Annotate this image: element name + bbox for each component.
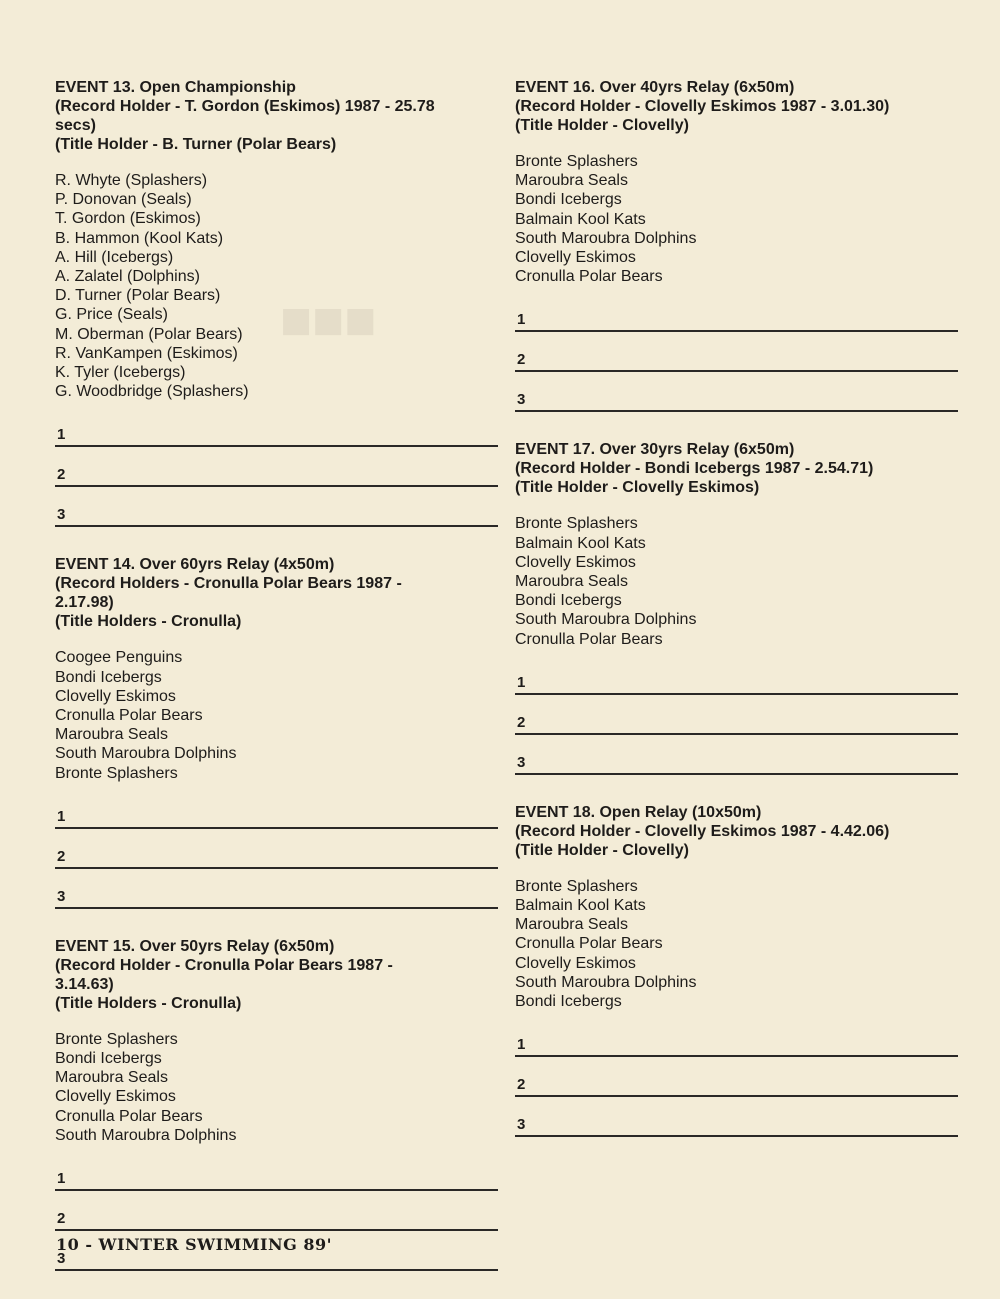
entrant: South Maroubra Dolphins bbox=[515, 611, 697, 629]
entrant: Clovelly Eskimos bbox=[55, 1088, 176, 1106]
entrant-list bbox=[515, 514, 958, 648]
event-heading-line: (Title Holders - Cronulla) bbox=[55, 994, 242, 1012]
place-number: 3 bbox=[57, 887, 66, 905]
placing-lines bbox=[55, 789, 498, 909]
entrant: South Maroubra Dolphins bbox=[515, 229, 697, 247]
place-line bbox=[55, 447, 498, 487]
place-line bbox=[515, 292, 958, 332]
event-heading-line: 3.14.63) bbox=[55, 975, 114, 993]
place-number: 2 bbox=[57, 847, 66, 865]
event-block bbox=[515, 803, 958, 1137]
entrant: Cronulla Polar Bears bbox=[515, 630, 663, 648]
event-spacer bbox=[515, 412, 958, 440]
entrant-list bbox=[55, 1030, 498, 1145]
place-number: 2 bbox=[57, 1210, 66, 1228]
entrant: Bondi Icebergs bbox=[515, 993, 622, 1011]
entrant: Bronte Splashers bbox=[55, 1030, 178, 1048]
entrant: B. Hammon (Kool Kats) bbox=[55, 229, 224, 247]
entrant-list bbox=[55, 648, 498, 782]
event-block bbox=[55, 555, 498, 908]
event-heading-line: (Title Holder - Clovelly Eskimos) bbox=[515, 479, 760, 497]
place-line bbox=[55, 829, 498, 869]
entrant: South Maroubra Dolphins bbox=[55, 745, 237, 763]
place-number: 3 bbox=[57, 1250, 66, 1268]
place-line bbox=[55, 1191, 498, 1231]
event-heading-line: (Record Holder - Clovelly Eskimos 1987 - 3.01.30) bbox=[515, 98, 890, 115]
place-line bbox=[55, 407, 498, 447]
event-heading-line: EVENT 16. Over 40yrs Relay (6x50m) bbox=[515, 79, 795, 96]
place-line bbox=[55, 869, 498, 909]
place-number: 3 bbox=[517, 753, 526, 771]
place-number: 2 bbox=[57, 466, 66, 484]
bleed-through-decoration: ■■■ bbox=[280, 300, 377, 340]
event-block bbox=[515, 78, 958, 412]
placing-lines bbox=[55, 407, 498, 527]
place-number: 1 bbox=[517, 673, 526, 691]
place-number: 2 bbox=[517, 1076, 526, 1094]
place-line bbox=[515, 332, 958, 372]
entrant: Clovelly Eskimos bbox=[515, 954, 636, 972]
entrant: G. Woodbridge (Splashers) bbox=[55, 383, 249, 401]
place-line bbox=[515, 1097, 958, 1137]
placing-lines bbox=[515, 655, 958, 775]
entrant: Bronte Splashers bbox=[55, 764, 178, 782]
page-footer: 10 - WINTER SWIMMING 89' bbox=[56, 1235, 333, 1254]
place-line bbox=[515, 735, 958, 775]
place-number: 1 bbox=[517, 1036, 526, 1054]
place-number: 2 bbox=[517, 713, 526, 731]
event-heading bbox=[55, 78, 498, 154]
event-heading-line: (Title Holders - Cronulla) bbox=[55, 613, 242, 631]
entrant: M. Oberman (Polar Bears) bbox=[55, 325, 243, 343]
entrant: G. Price (Seals) bbox=[55, 306, 168, 324]
place-line bbox=[515, 1057, 958, 1097]
event-spacer bbox=[55, 527, 498, 555]
event-heading-line: EVENT 14. Over 60yrs Relay (4x50m) bbox=[55, 556, 335, 574]
right-column bbox=[515, 78, 958, 1137]
event-heading-line: (Title Holder - Clovelly) bbox=[515, 117, 689, 134]
event-heading-line: EVENT 15. Over 50yrs Relay (6x50m) bbox=[55, 937, 335, 955]
entrant: Cronulla Polar Bears bbox=[515, 268, 663, 286]
entrant: Maroubra Seals bbox=[515, 573, 628, 591]
entrant: Clovelly Eskimos bbox=[55, 687, 176, 705]
entrant: T. Gordon (Eskimos) bbox=[55, 210, 201, 228]
entrant: P. Donovan (Seals) bbox=[55, 191, 192, 209]
event-heading-line: (Title Holder - Clovelly) bbox=[515, 841, 689, 859]
place-number: 1 bbox=[57, 1170, 66, 1188]
place-line bbox=[55, 1151, 498, 1191]
event-heading bbox=[55, 555, 498, 631]
entrant: Clovelly Eskimos bbox=[515, 249, 636, 267]
place-line bbox=[515, 695, 958, 735]
entrant: Maroubra Seals bbox=[515, 916, 628, 934]
event-heading-line: secs) bbox=[55, 117, 96, 134]
place-line bbox=[515, 1017, 958, 1057]
entrant: Balmain Kool Kats bbox=[515, 210, 646, 228]
event-heading-line: (Record Holder - Bondi Icebergs 1987 - 2.54.71) bbox=[515, 460, 874, 478]
event-heading bbox=[55, 937, 498, 1013]
placing-lines bbox=[515, 1017, 958, 1137]
event-heading-line: (Record Holder - Cronulla Polar Bears 1987 - bbox=[55, 956, 393, 974]
event-heading-line: (Record Holders - Cronulla Polar Bears 1987 - bbox=[55, 575, 402, 593]
placing-lines bbox=[515, 292, 958, 412]
entrant: Maroubra Seals bbox=[515, 172, 628, 190]
event-heading bbox=[515, 440, 958, 497]
entrant: A. Zalatel (Dolphins) bbox=[55, 268, 200, 286]
entrant: Balmain Kool Kats bbox=[515, 897, 646, 915]
event-heading-line: EVENT 13. Open Championship bbox=[55, 79, 296, 96]
entrant: Cronulla Polar Bears bbox=[515, 935, 663, 953]
event-block bbox=[55, 78, 498, 527]
place-number: 2 bbox=[517, 351, 526, 369]
entrant: Bondi Icebergs bbox=[515, 592, 622, 610]
place-number: 3 bbox=[57, 506, 66, 524]
place-number: 3 bbox=[517, 391, 526, 409]
place-line bbox=[55, 487, 498, 527]
entrant: South Maroubra Dolphins bbox=[515, 973, 697, 991]
entrant: K. Tyler (Icebergs) bbox=[55, 364, 186, 382]
place-number: 1 bbox=[57, 807, 66, 825]
entrant-list bbox=[55, 171, 498, 401]
event-heading-line: EVENT 18. Open Relay (10x50m) bbox=[515, 803, 762, 821]
event-heading bbox=[515, 803, 958, 860]
entrant: Maroubra Seals bbox=[55, 726, 168, 744]
entrant: Bondi Icebergs bbox=[55, 668, 162, 686]
entrant: Clovelly Eskimos bbox=[515, 553, 636, 571]
entrant: Cronulla Polar Bears bbox=[55, 707, 203, 725]
place-number: 1 bbox=[517, 311, 526, 329]
left-column bbox=[55, 78, 498, 1271]
event-heading-line: EVENT 17. Over 30yrs Relay (6x50m) bbox=[515, 441, 795, 459]
entrant-list bbox=[515, 877, 958, 1011]
entrant: Bronte Splashers bbox=[515, 153, 638, 170]
entrant: Bondi Icebergs bbox=[515, 191, 622, 209]
event-block bbox=[515, 440, 958, 774]
event-heading-line: (Record Holder - T. Gordon (Eskimos) 1987 - 25.78 bbox=[55, 98, 435, 115]
place-line bbox=[515, 372, 958, 412]
entrant: D. Turner (Polar Bears) bbox=[55, 287, 221, 305]
event-heading bbox=[515, 78, 958, 135]
entrant: Balmain Kool Kats bbox=[515, 534, 646, 552]
event-heading-line: (Record Holder - Clovelly Eskimos 1987 - 4.42.06) bbox=[515, 822, 890, 840]
event-heading-line: (Title Holder - B. Turner (Polar Bears) bbox=[55, 136, 337, 153]
event-spacer bbox=[515, 775, 958, 803]
entrant: Maroubra Seals bbox=[55, 1069, 168, 1087]
event-heading-line: 2.17.98) bbox=[55, 594, 114, 612]
entrant-list bbox=[515, 152, 958, 286]
event-block bbox=[55, 937, 498, 1271]
entrant: Bondi Icebergs bbox=[55, 1050, 162, 1068]
event-spacer bbox=[55, 909, 498, 937]
entrant: Bronte Splashers bbox=[515, 877, 638, 895]
entrant: Bronte Splashers bbox=[515, 515, 638, 533]
place-number: 3 bbox=[517, 1116, 526, 1134]
entrant: Cronulla Polar Bears bbox=[55, 1107, 203, 1125]
entrant: R. VanKampen (Eskimos) bbox=[55, 344, 238, 362]
entrant: A. Hill (Icebergs) bbox=[55, 248, 174, 266]
entrant: Coogee Penguins bbox=[55, 649, 183, 667]
place-line bbox=[55, 789, 498, 829]
place-number: 1 bbox=[57, 426, 66, 444]
place-line bbox=[515, 655, 958, 695]
entrant: R. Whyte (Splashers) bbox=[55, 172, 208, 189]
entrant: South Maroubra Dolphins bbox=[55, 1126, 237, 1144]
